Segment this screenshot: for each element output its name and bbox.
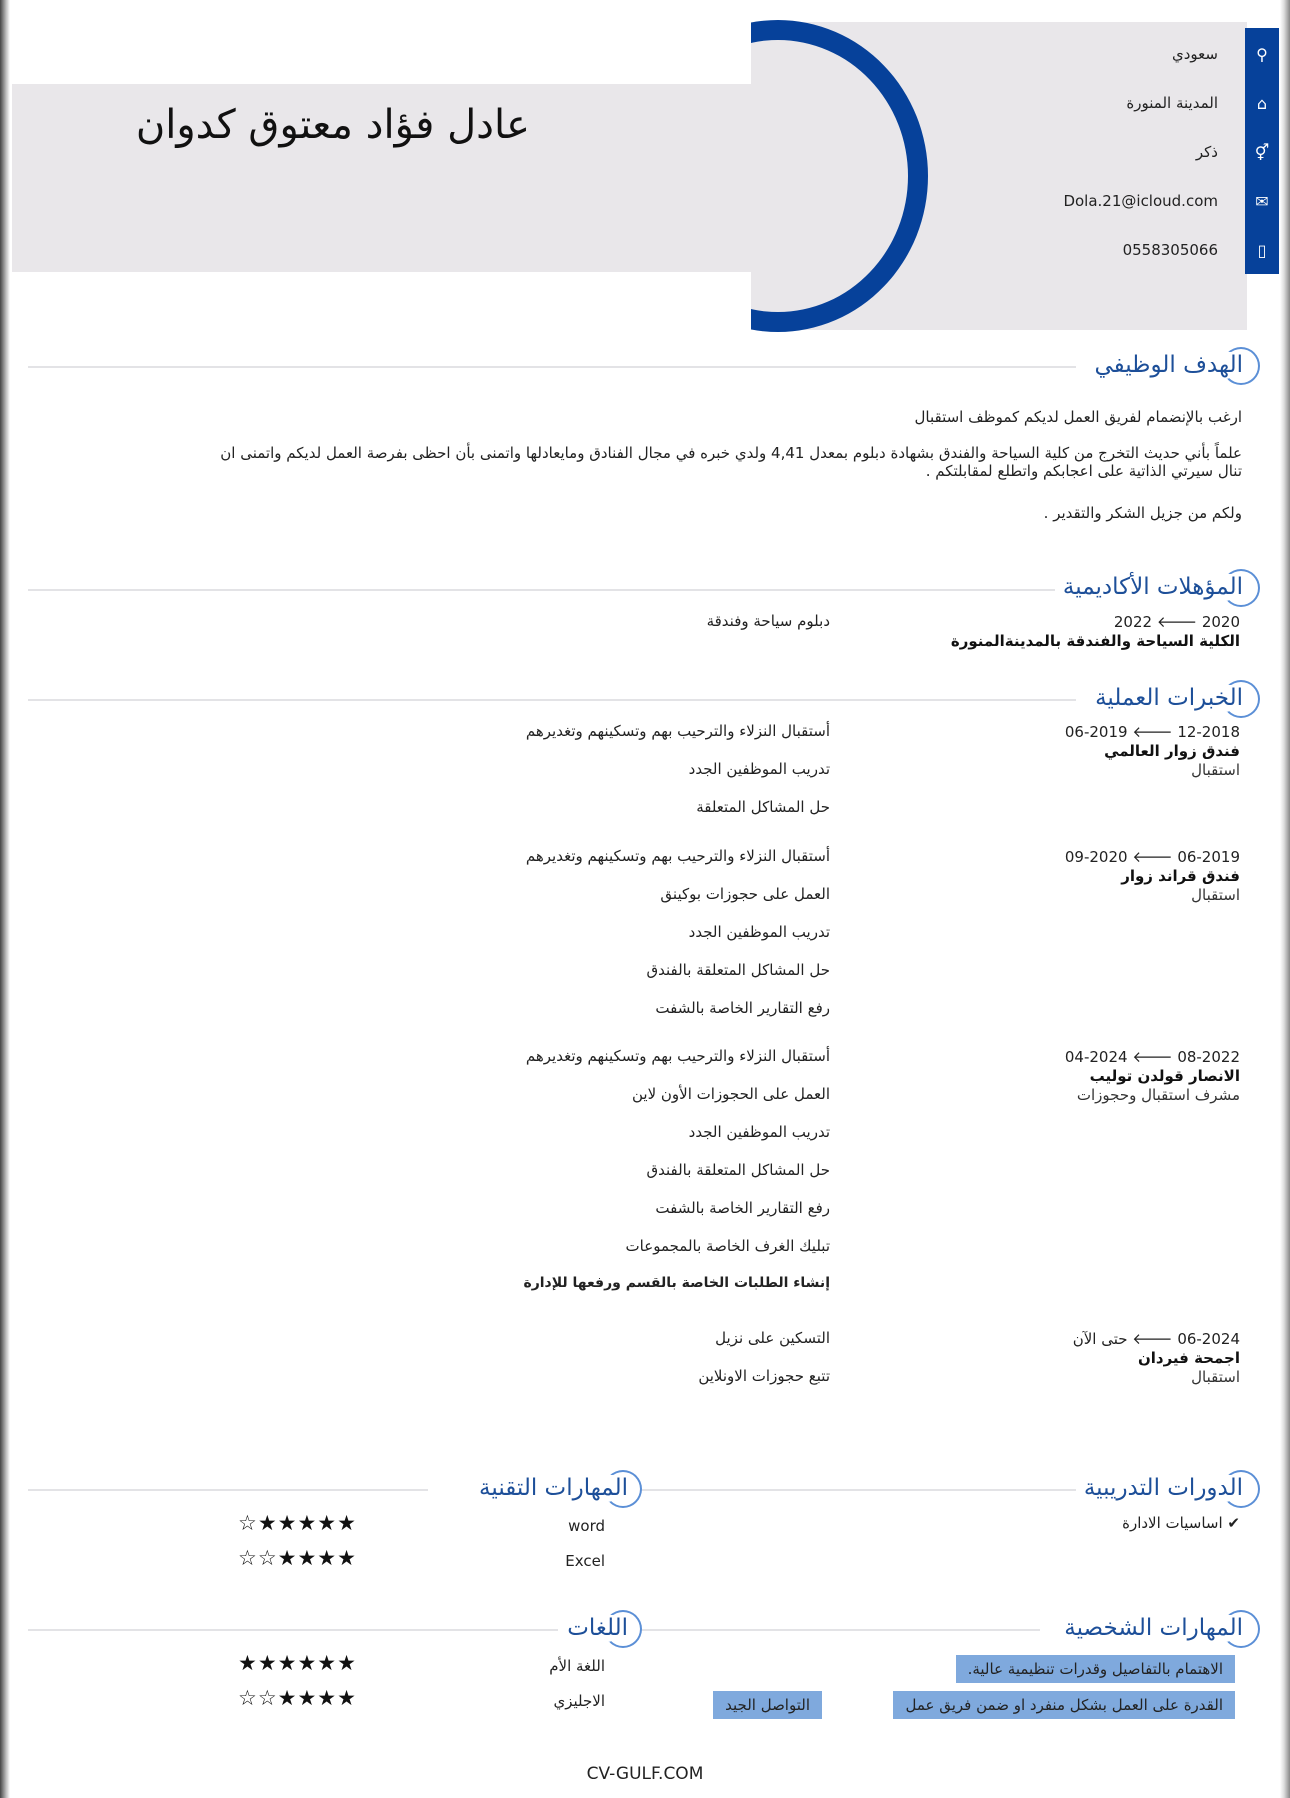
rating-label: Excel [565, 1552, 605, 1570]
section-divider [28, 1489, 428, 1491]
email-icon: ✉ [1255, 191, 1269, 211]
education-institution: الكلية السياحة والفندقة بالمدينةالمنورة [950, 632, 1240, 650]
star-rating: ★★★★☆☆ [238, 1546, 357, 1570]
job-task: العمل على الحجوزات الأون لاين [631, 1085, 830, 1103]
job-task: حل المشاكل المتعلقة بالفندق [646, 961, 830, 979]
rating-label: الاجليزي [553, 1692, 605, 1710]
contact-text: Dola.21@icloud.com [1063, 192, 1218, 210]
objective-line-3: تنال سيرتي الذاتية على اعجابكم واتطلع لمقابلتكم . [925, 462, 1242, 480]
job-task: تدريب الموظفين الجدد [688, 1123, 830, 1141]
section-divider [28, 589, 1076, 591]
tech-skills-title: المهارات التقنية [471, 1475, 628, 1501]
job-task: تبليك الغرف الخاصة بالمجموعات [625, 1237, 830, 1255]
job-task: تتبع حجوزات الاونلاين [698, 1367, 830, 1385]
star-rating: ★★★★☆☆ [238, 1686, 357, 1710]
job-task: إنشاء الطلبات الخاصة بالقسم ورفعها للإدارة [523, 1275, 830, 1291]
personal-skills-title: المهارات الشخصية [1056, 1615, 1243, 1641]
job-task: تدريب الموظفين الجدد [688, 760, 830, 778]
section-divider [28, 366, 1076, 368]
candidate-name: عادل فؤاد معتوق كدوان [135, 102, 530, 148]
objective-line-2: علماً بأني حديث التخرج من كلية السياحة والفندق بشهادة دبلوم بمعدل 4,41 ولدي خبره في مجال الفنادق ومايعادلها واتمنى بأن احظى بفرصة العمل لديكم واتمنى ان [220, 444, 1242, 462]
job-task: رفع التقارير الخاصة بالشفت [655, 999, 830, 1017]
right-page-shadow [1280, 0, 1290, 1798]
contact-text: 0558305066 [1122, 241, 1218, 259]
left-page-shadow [0, 0, 10, 1798]
job-task: العمل على حجوزات بوكينق [660, 885, 830, 903]
languages-title: اللغات [559, 1615, 628, 1641]
education-degree: دبلوم سياحة وفندقة [706, 612, 830, 630]
star-rating: ★★★★★★ [238, 1651, 357, 1675]
objective-title: الهدف الوظيفي [1086, 352, 1243, 378]
education-title: المؤهلات الأكاديمية [1055, 574, 1243, 600]
job-company: فندق قراند زوار [1121, 867, 1240, 885]
job-role: استقبال [1191, 1368, 1240, 1386]
contact-text: ذكر [1195, 143, 1218, 161]
courses-title: الدورات التدريبية [1076, 1475, 1243, 1501]
contact-text: المدينة المنورة [1126, 94, 1218, 112]
job-company: اجمحة فيردان [1137, 1349, 1240, 1367]
rating-label: word [568, 1517, 605, 1535]
job-task: التسكين على نزيل [715, 1329, 830, 1347]
personal-skill-chip: القدرة على العمل بشكل منفرد او ضمن فريق عمل [893, 1691, 1235, 1719]
job-role: استقبال [1191, 886, 1240, 904]
section-divider [640, 1489, 1076, 1491]
contact-text: سعودي [1172, 45, 1218, 63]
job-role: استقبال [1191, 761, 1240, 779]
education-date: 2020 🡐 2022 [1113, 613, 1240, 631]
job-task: تدريب الموظفين الجدد [688, 923, 830, 941]
check-icon: ✔ [1227, 1514, 1240, 1532]
section-divider [640, 1629, 1040, 1631]
job-task: حل المشاكل المتعلقة [696, 798, 830, 816]
job-task: أستقبال النزلاء والترحيب بهم وتسكينهم وتغديرهم [525, 722, 830, 740]
job-company: فندق زوار العالمي [1104, 742, 1240, 760]
star-rating: ★★★★★☆ [238, 1511, 357, 1535]
course-item: ✔ اساسيات الادارة [1122, 1514, 1240, 1532]
objective-line-4: ولكم من جزيل الشكر والتقدير . [1043, 504, 1242, 522]
personal-skill-chip: التواصل الجيد [713, 1691, 822, 1719]
job-date: 08-2022 🡐 04-2024 [1064, 1048, 1240, 1066]
mobile-phone-icon: ▯ [1257, 240, 1267, 260]
job-task: أستقبال النزلاء والترحيب بهم وتسكينهم وتغديرهم [525, 847, 830, 865]
job-task: رفع التقارير الخاصة بالشفت [655, 1199, 830, 1217]
objective-line-1: ارغب بالإنضمام لفريق العمل لديكم كموظف استقبال [914, 408, 1242, 426]
job-date: 12-2018 🡐 06-2019 [1064, 723, 1240, 741]
job-date: 06-2019 🡐 09-2020 [1064, 848, 1240, 866]
location-pin-icon: ⚲ [1256, 44, 1268, 64]
experience-title: الخبرات العملية [1087, 685, 1243, 711]
personal-skill-chip: الاهتمام بالتفاصيل وقدرات تنظيمية عالية. [956, 1655, 1235, 1683]
gender-icon: ⚥ [1254, 142, 1270, 162]
footer-site: CV-GULF.COM [586, 1764, 704, 1784]
home-icon: ⌂ [1256, 93, 1268, 113]
rating-label: اللغة الأم [549, 1657, 605, 1675]
job-task: حل المشاكل المتعلقة بالفندق [646, 1161, 830, 1179]
job-date: 06-2024 🡐 حتى الآن [1072, 1330, 1240, 1348]
section-divider [28, 1629, 558, 1631]
section-divider [28, 699, 1076, 701]
job-role: مشرف استقبال وحجوزات [1076, 1086, 1240, 1104]
job-task: أستقبال النزلاء والترحيب بهم وتسكينهم وتغديرهم [525, 1047, 830, 1065]
job-company: الانصار قولدن توليب [1089, 1067, 1240, 1085]
